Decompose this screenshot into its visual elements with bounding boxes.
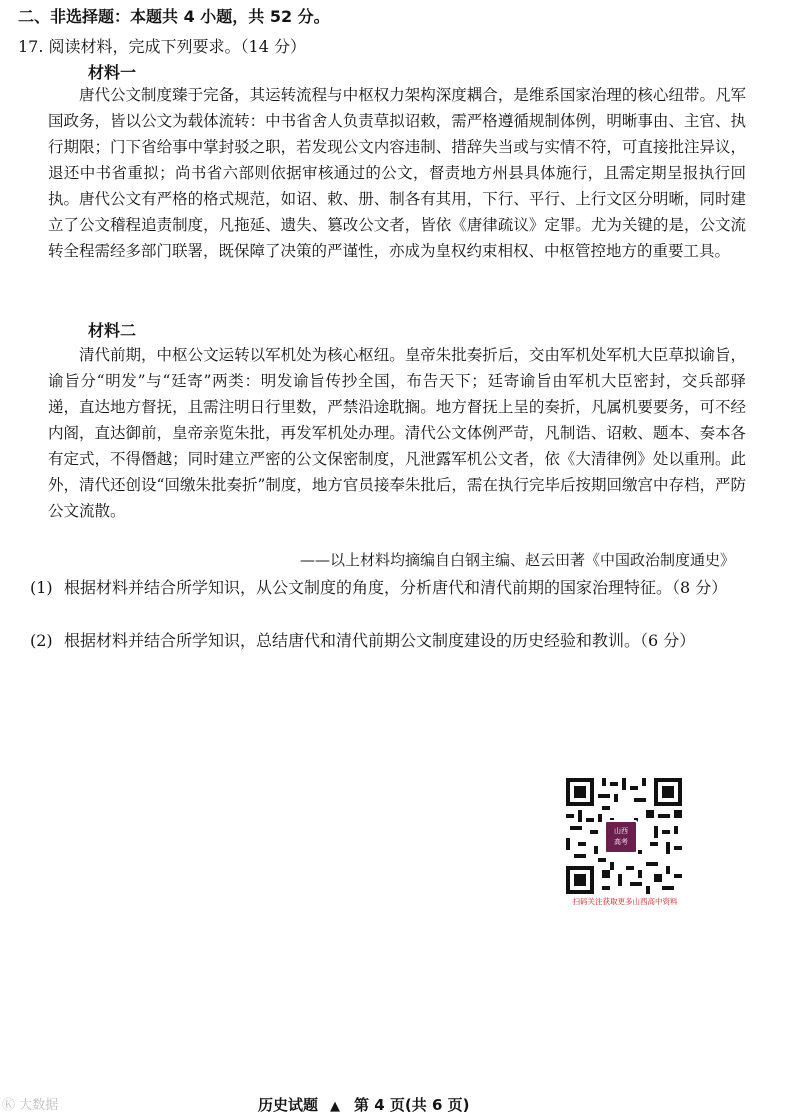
sub-question-2: [30, 628, 750, 654]
qr-center-label: 山西 高考: [614, 827, 628, 846]
footer-page-number: 第 4 页(共 6 页): [354, 1096, 470, 1114]
question-title: 17. 阅读材料，完成下列要求。（14 分）: [18, 37, 306, 56]
material-2-text: 清代前期，中枢公文运转以军机处为核心枢纽。皇帝朱批奏折后，交由军机处军机大臣草拟谕旨，谕旨分“明发”与“廷寄”两类：明发谕旨传抄全国，布告天下；廷寄谕旨由军机大臣密封，交兵部驿递，直达地方督抚，且需注明日行里数，严禁沿途耽搁。地方督抚上呈的奏折，凡属机要要务，可不经内阁，直达御前，皇帝亲览朱批，再发军机处办理。清代公文体例严苛，凡制诰、诏敕、题本、奏本各有定式，不得僭越；同时建立严密的公文保密制度，凡泄露军机公文者，依《大清律例》处以重刑。此外，清代还创设“回缴朱批奏折”制度，地方官员接奉朱批后，需在执行完毕后按期回缴宫中存档，严防公文流散。: [48, 346, 746, 520]
material-2-label: 材料二: [88, 321, 137, 340]
material-1-label: 材料一: [88, 63, 137, 82]
section-heading: 二、非选择题：本题共 4 小题，共 52 分。: [18, 7, 330, 26]
qr-caption: 扫码关注获取更多山西高中资料: [572, 897, 678, 906]
triangle-icon: ▲: [330, 1099, 341, 1114]
material-1-text: 唐代公文制度臻于完备，其运转流程与中枢权力架构深度耦合，是维系国家治理的核心纽带。凡军国政务，皆以公文为载体流转：中书省舍人负责草拟诏敕，需严格遵循规制体例，明晰事由、主官、执行期限；门下省给事中掌封驳之职，若发现公文内容违制、措辞失当或与实情不符，可直接批注异议，退还中书省重拟；尚书省六部则依据审核通过的公文，督责地方州县具体施行，且需定期呈报执行回执。唐代公文有严格的格式规范，如诏、敕、册、制各有其用，下行、平行、上行文区分明晰，同时建立了公文稽程追责制度，凡拖延、遗失、篡改公文者，皆依《唐律疏议》定罪。尤为关键的是，公文流转全程需经多部门联署，既保障了决策的严谨性，亦成为皇权约束相权、中枢管控地方的重要工具。: [48, 86, 746, 260]
watermark: Ⓚ 大数据: [2, 1098, 59, 1113]
sub-question-1: [30, 575, 750, 601]
sub-question-1-number: (1): [30, 578, 53, 597]
qr-center-logo: [604, 820, 638, 854]
footer-subject: 历史试题: [258, 1096, 319, 1114]
sub-question-1-text: 根据材料并结合所学知识，从公文制度的角度，分析唐代和清代前期的国家治理特征。（8 分）: [64, 578, 728, 597]
sub-question-2-number: (2): [30, 631, 53, 650]
page-footer: [258, 1094, 558, 1115]
material-source: ——以上材料均摘编自白钢主编、赵云田著《中国政治制度通史》: [300, 551, 736, 569]
sub-question-2-text: 根据材料并结合所学知识，总结唐代和清代前期公文制度建设的历史经验和教训。（6 分）: [64, 631, 696, 650]
qr-code-block[interactable]: [560, 778, 690, 910]
